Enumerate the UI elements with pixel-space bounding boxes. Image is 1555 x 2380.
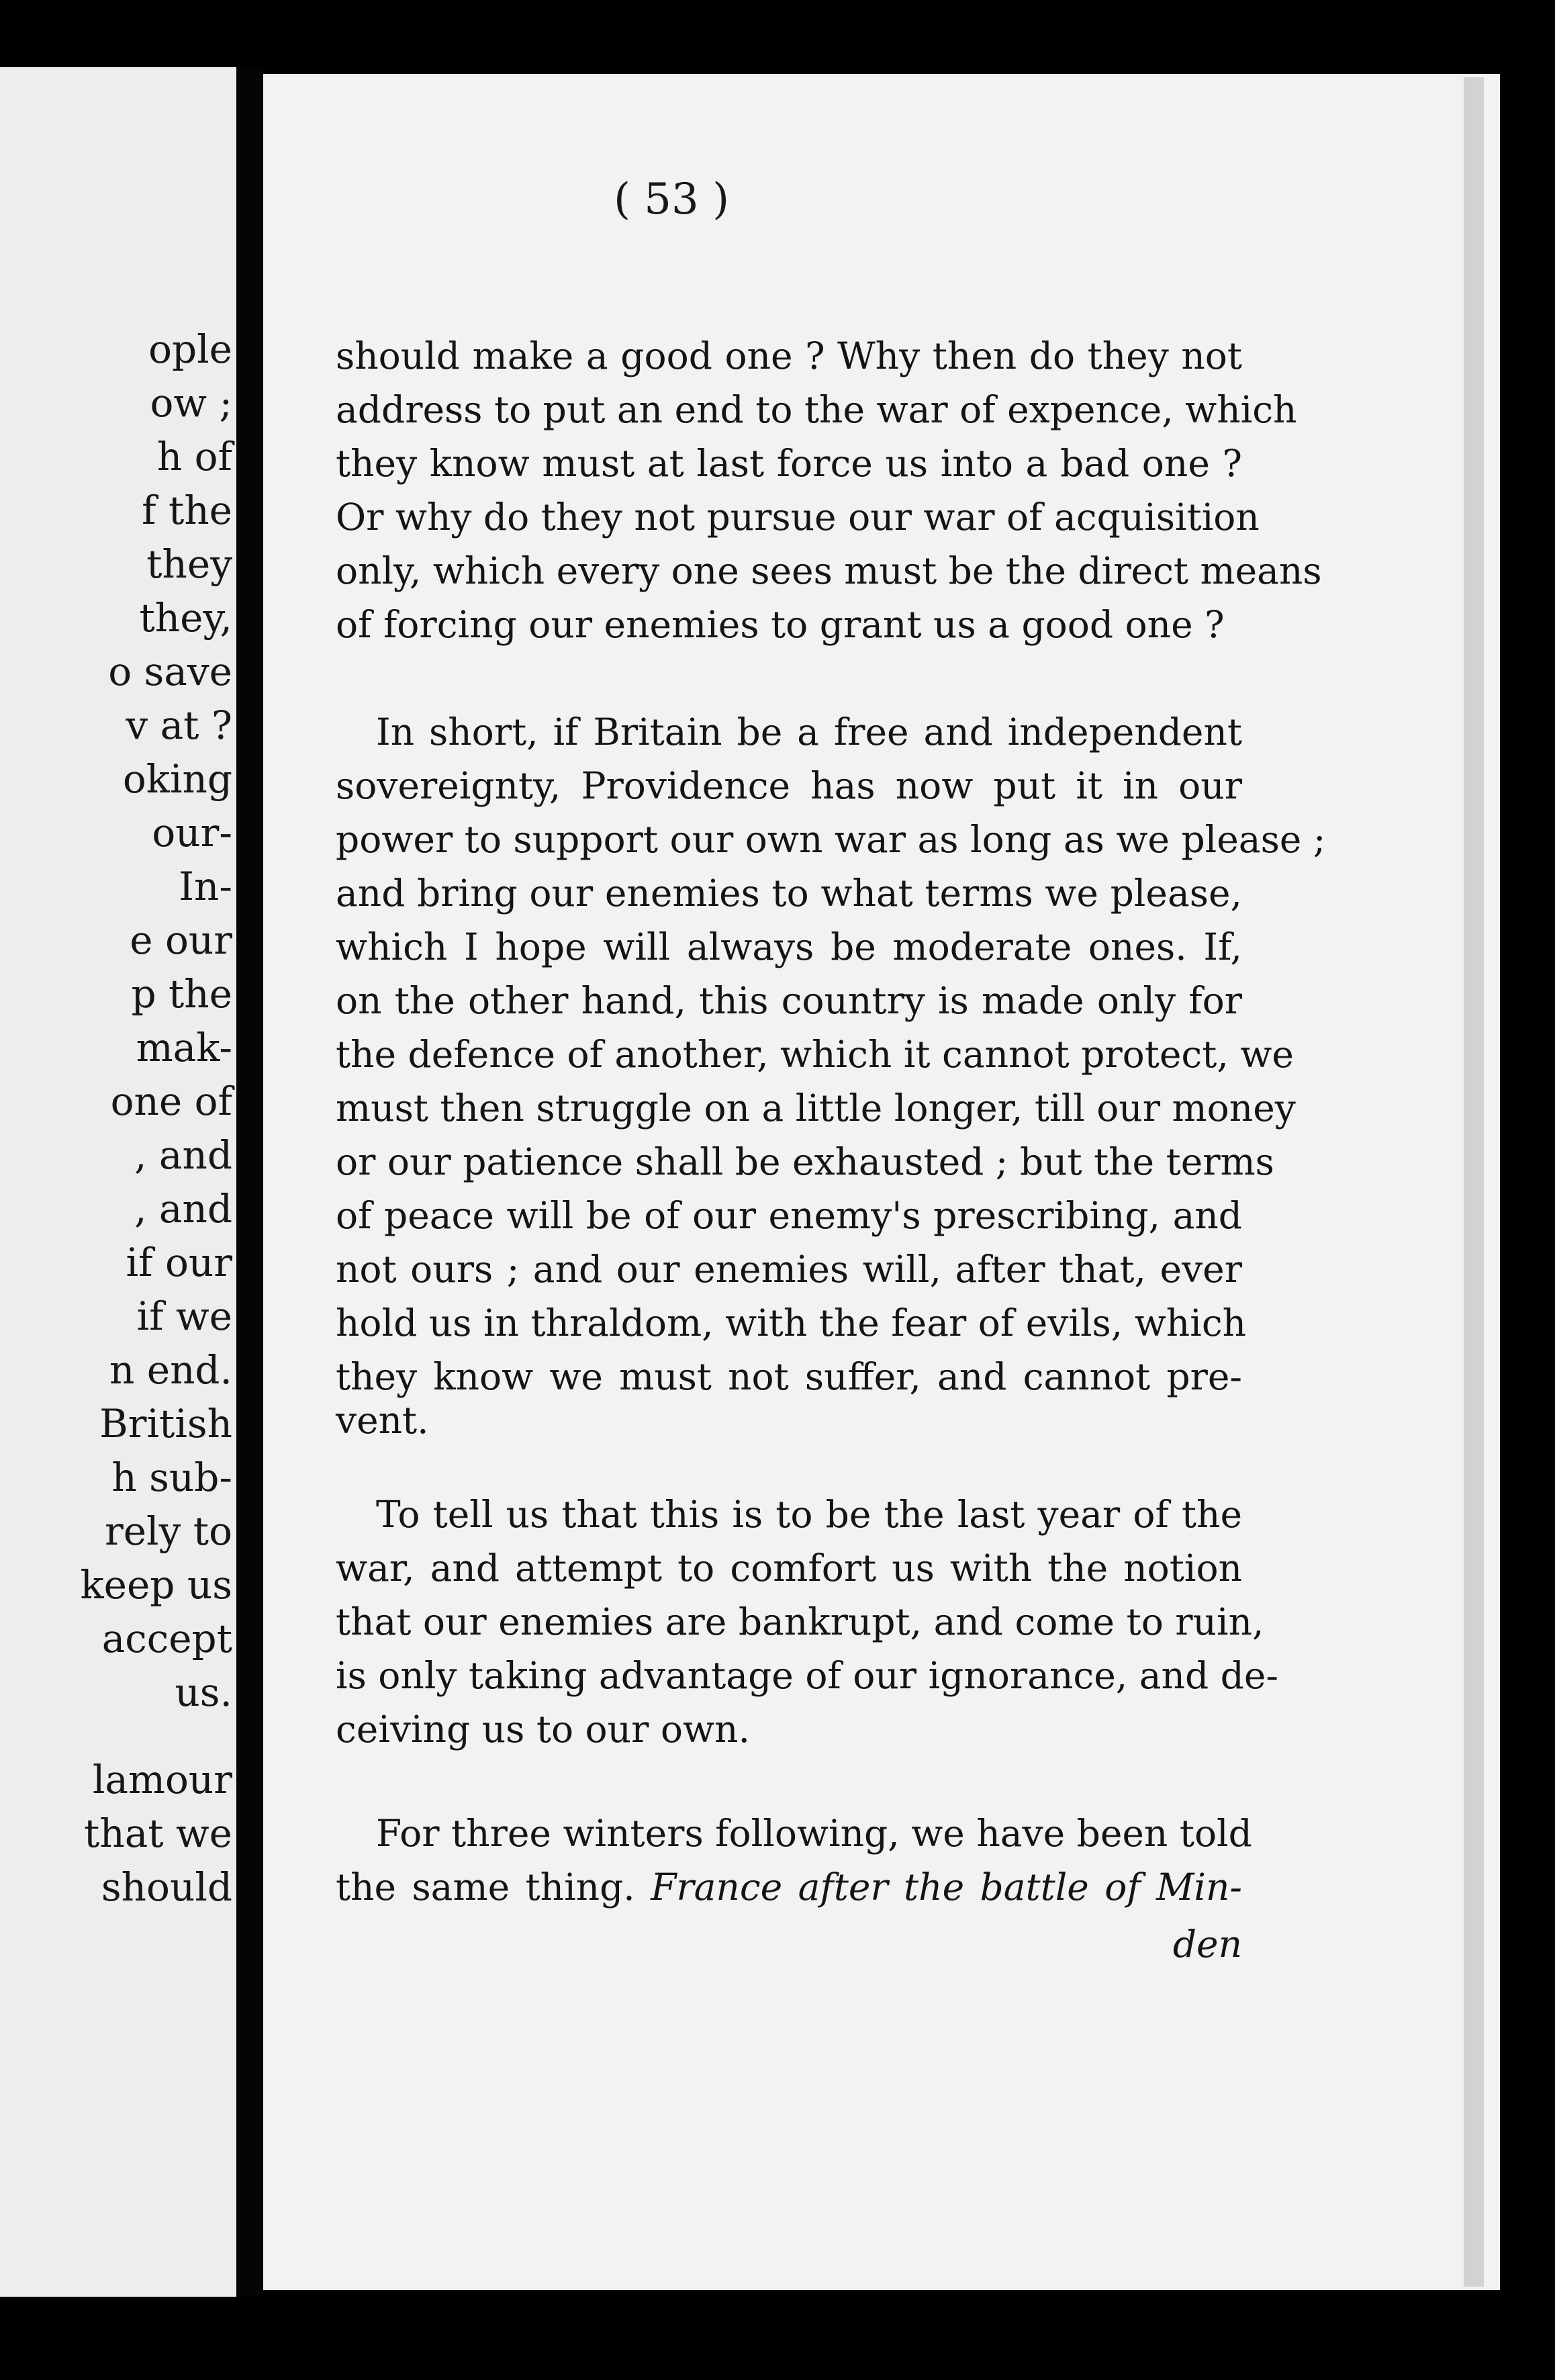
text-line: is only taking advantage of our ignorance, and de- xyxy=(336,1654,1278,1697)
text-line: Or why do they not pursue our war of acquisition xyxy=(336,496,1260,539)
left-page-line: British xyxy=(99,1401,232,1447)
text-italic: France after the battle of Min- xyxy=(651,1866,1243,1909)
left-page-line: that we xyxy=(84,1811,232,1856)
text-line: vent. xyxy=(336,1399,429,1442)
left-page-line: accept xyxy=(101,1616,232,1661)
book-gutter xyxy=(236,67,263,2297)
left-page-line: lamour xyxy=(92,1757,232,1802)
left-page-line: , and xyxy=(134,1186,232,1232)
left-page-line: if our xyxy=(126,1240,232,1285)
text-line: they know must at last force us into a bad one ? xyxy=(336,442,1242,485)
text-line: the defence of another, which it cannot protect, we xyxy=(336,1033,1294,1076)
text-line: which I hope will always be moderate ones. If, xyxy=(336,925,1242,968)
left-page-line: f the xyxy=(142,488,232,533)
left-page-line: keep us xyxy=(80,1562,232,1608)
text-line: only, which every one sees must be the direct means xyxy=(336,549,1322,592)
text-line: ceiving us to our own. xyxy=(336,1708,750,1751)
left-page-line: h sub- xyxy=(111,1455,232,1500)
text-line: For three winters following, we have been told xyxy=(376,1812,1252,1855)
text-line: of forcing our enemies to grant us a good one ? xyxy=(336,603,1225,646)
left-page xyxy=(0,67,236,2297)
left-page-line: us. xyxy=(175,1669,232,1715)
left-page-line: ople xyxy=(148,326,232,372)
text-line: power to support our own war as long as we please ; xyxy=(336,818,1326,861)
text-line-mixed xyxy=(336,1860,1242,1914)
text-line: they know we must not suffer, and cannot pre- xyxy=(336,1355,1242,1398)
left-page-line: p the xyxy=(131,971,232,1017)
text-roman: the same thing. xyxy=(336,1866,635,1909)
text-line: sovereignty, Providence has now put it in our xyxy=(336,764,1242,807)
text-line: on the other hand, this country is made only for xyxy=(336,979,1242,1022)
text-line: war, and attempt to comfort us with the notion xyxy=(336,1547,1242,1590)
left-page-line: one of xyxy=(110,1079,232,1124)
text-line: of peace will be of our enemy's prescribing, and xyxy=(336,1194,1242,1237)
catchword: den xyxy=(1172,1923,1242,1966)
left-page-line: if we xyxy=(136,1293,232,1339)
left-page-line: should xyxy=(101,1864,232,1910)
left-page-line: , and xyxy=(134,1132,232,1178)
text-line: or our patience shall be exhausted ; but the terms xyxy=(336,1140,1274,1183)
text-line: that our enemies are bankrupt, and come to ruin, xyxy=(336,1600,1264,1643)
left-page-line: e our xyxy=(130,917,232,963)
text-line: address to put an end to the war of expence, which xyxy=(336,388,1297,431)
left-page-line: rely to xyxy=(104,1508,232,1554)
left-page-line: n end. xyxy=(109,1347,232,1393)
text-line: In short, if Britain be a free and independent xyxy=(376,711,1242,753)
left-page-line: oking xyxy=(122,756,232,802)
text-line: and bring our enemies to what terms we please, xyxy=(336,872,1242,915)
text-line: must then struggle on a little longer, till our money xyxy=(336,1087,1296,1130)
left-page-line: v at ? xyxy=(126,702,232,748)
page-number: ( 53 ) xyxy=(613,175,730,224)
left-page-line: they xyxy=(146,541,232,587)
page-edge xyxy=(1464,77,1484,2287)
left-page-line: our- xyxy=(152,810,232,856)
left-page-line: h of xyxy=(156,434,232,479)
left-page-line: ow ; xyxy=(150,380,232,426)
left-page-line: mak- xyxy=(136,1025,232,1070)
text-line: hold us in thraldom, with the fear of evils, which xyxy=(336,1301,1247,1344)
left-page-line: o save xyxy=(108,649,232,694)
text-line: To tell us that this is to be the last year of the xyxy=(376,1493,1242,1536)
left-page-line: they, xyxy=(139,595,232,641)
left-page-line: In- xyxy=(179,864,232,909)
text-line: not ours ; and our enemies will, after that, ever xyxy=(336,1248,1242,1291)
text-line: should make a good one ? Why then do they not xyxy=(336,334,1242,377)
